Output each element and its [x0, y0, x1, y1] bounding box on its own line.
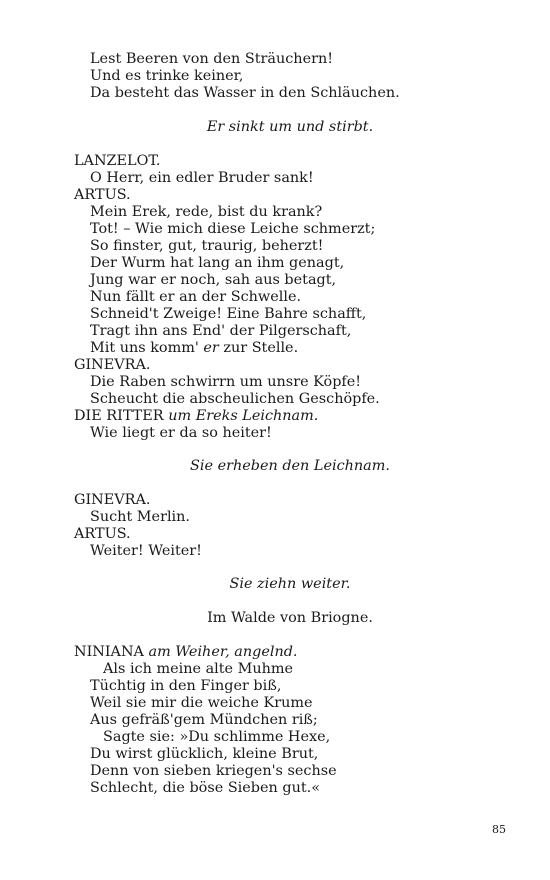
speaker-name: LANZELOT.	[74, 153, 161, 169]
verse-line: Nun fällt er an der Schwelle.	[90, 289, 302, 305]
verse-line: Tragt ihn ans End' der Pilgerschaft,	[90, 323, 352, 339]
verse-line: O Herr, ein edler Bruder sank!	[90, 170, 314, 186]
scene-heading: Im Walde von Briogne.	[207, 610, 373, 626]
page-number: 85	[492, 823, 506, 836]
verse-line: Denn von sieben kriegen's sechse	[90, 763, 337, 779]
verse-line: Jung war er noch, sah aus betagt,	[90, 272, 337, 288]
verse-line: Scheucht die abscheulichen Geschöpfe.	[90, 391, 380, 407]
verse-line: Der Wurm hat lang an ihm genagt,	[90, 255, 345, 271]
verse-line: Aus gefräß'gem Mündchen riß;	[90, 712, 318, 728]
verse-line: Weil sie mir die weiche Krume	[90, 695, 313, 711]
speaker-name: NINIANA am Weiher, angelnd.	[74, 644, 298, 660]
verse-line: Die Raben schwirrn um unsre Köpfe!	[90, 374, 362, 390]
verse-line: Mit uns komm' er zur Stelle.	[90, 340, 299, 356]
speaker-name: DIE RITTER um Ereks Leichnam.	[74, 408, 319, 424]
speaker-name: ARTUS.	[74, 526, 131, 542]
speaker-name: GINEVRA.	[74, 492, 151, 508]
speaker-name: GINEVRA.	[74, 357, 151, 373]
verse-line: Weiter! Weiter!	[90, 543, 202, 559]
verse-line: Mein Erek, rede, bist du krank?	[90, 204, 323, 220]
verse-line: Schneid't Zweige! Eine Bahre schafft,	[90, 306, 367, 322]
verse-line: Als ich meine alte Muhme	[103, 661, 294, 677]
speaker-name: ARTUS.	[74, 187, 131, 203]
verse-line: Sucht Merlin.	[90, 509, 190, 525]
verse-line: Tot! – Wie mich diese Leiche schmerzt;	[90, 221, 376, 237]
verse-line: Und es trinke keiner,	[90, 68, 244, 84]
stage-direction: Er sinkt um und stirbt.	[206, 119, 374, 135]
stage-direction: Sie erheben den Leichnam.	[190, 458, 390, 474]
verse-line: Du wirst glücklich, kleine Brut,	[90, 746, 319, 762]
verse-line: Lest Beeren von den Sträuchern!	[90, 51, 334, 67]
verse-line: Sagte sie: »Du schlimme Hexe,	[103, 729, 331, 745]
stage-direction: Sie ziehn weiter.	[229, 576, 351, 592]
verse-line: Da besteht das Wasser in den Schläuchen.	[90, 85, 400, 101]
verse-line: Wie liegt er da so heiter!	[90, 425, 272, 441]
verse-line: So finster, gut, traurig, beherzt!	[90, 238, 324, 254]
verse-line: Tüchtig in den Finger biß,	[90, 678, 282, 694]
verse-line: Schlecht, die böse Sieben gut.«	[90, 780, 321, 796]
